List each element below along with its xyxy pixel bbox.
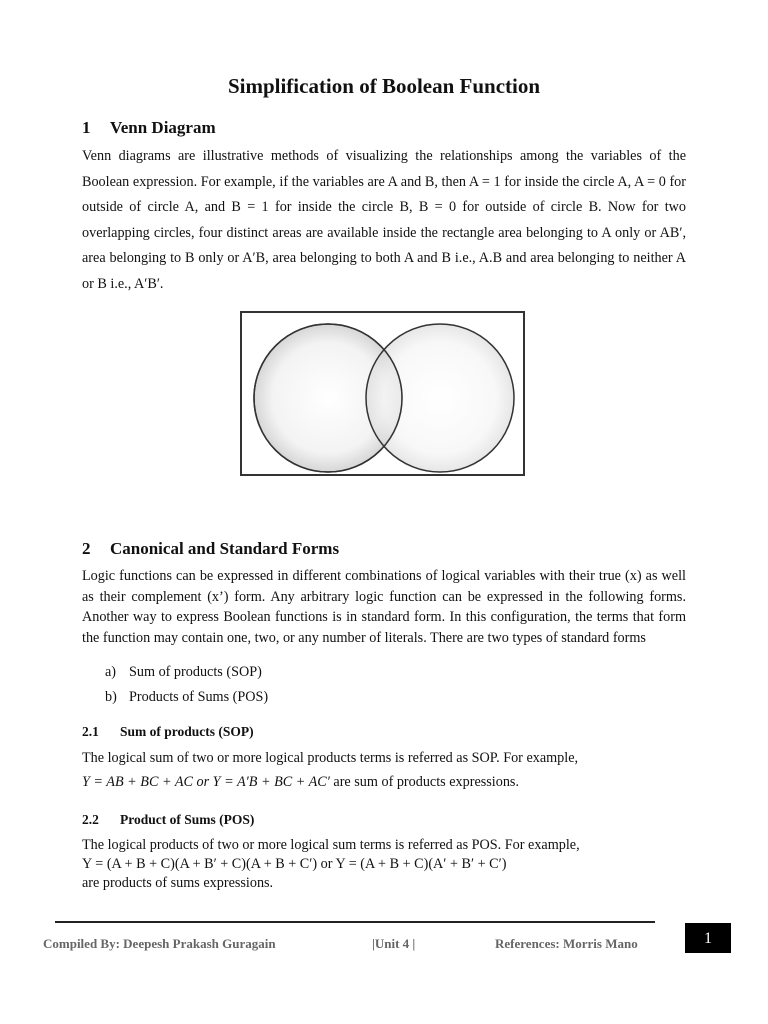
pos-line-3: are products of sums expressions.: [82, 875, 274, 891]
document-title: Simplification of Boolean Function: [227, 74, 541, 98]
list-item: [105, 664, 268, 689]
subsection-title: Sum of products (SOP): [120, 724, 254, 739]
section-number: 1: [82, 118, 91, 137]
section-heading-venn: [82, 118, 216, 138]
pos-line-1: The logical products of two or more logical sum terms is referred as POS. For example,: [82, 837, 580, 853]
circle-b: [366, 324, 514, 472]
footer-compiled-by: Compiled By: Deepesh Prakash Guragain: [43, 936, 276, 951]
section-number: 2: [82, 539, 91, 558]
list-item-label: b): [105, 689, 117, 705]
section-title: Canonical and Standard Forms: [110, 539, 340, 558]
standard-forms-list: [105, 664, 268, 714]
section-title: Venn Diagram: [110, 118, 216, 137]
section-heading-canonical: [82, 539, 339, 559]
sop-expression: Y = AB + BC + AC or Y = A′B + BC + AC′: [82, 774, 330, 790]
venn-diagram-figure: [240, 311, 525, 476]
subsection-heading-sop: [82, 724, 254, 740]
subsection-number: 2.2: [82, 812, 99, 827]
page-number-badge: 1: [685, 923, 731, 953]
list-item: [105, 689, 268, 714]
sop-line-2-suffix: are sum of products expressions.: [329, 774, 519, 790]
sop-paragraph: [82, 746, 686, 794]
sop-line-2: [82, 770, 686, 794]
list-item-text: Sum of products (SOP): [129, 664, 262, 680]
footer-unit: |Unit 4 |: [372, 936, 416, 951]
subsection-title: Product of Sums (POS): [120, 812, 255, 827]
sop-line-1: The logical sum of two or more logical products terms is referred as SOP. For example,: [82, 750, 579, 766]
footer-divider: [55, 921, 655, 923]
list-item-text: Products of Sums (POS): [129, 689, 269, 705]
venn-paragraph: Venn diagrams are illustrative methods of visualizing the relationships among the variables of the Boolean expression. For example, if the variables are A and B, then A = 1 for inside the circle A, A = 0 for outside of circle A, and B = 1 for inside the circle B, B = 0 for outside of circle B. Now for two overlapping circles, four distinct areas are available inside the rectangle area belonging to A only or AB′, area belonging to B only or A′B, area belonging to both A and B i.e., A.B and area belonging to neither A or B i.e., A′B′.: [82, 148, 686, 292]
venn-diagram: [242, 313, 523, 474]
pos-line-2: Y = (A + B + C)(A + B′ + C)(A + B + C′) or Y = (A + B + C)(A′ + B′ + C′): [82, 856, 507, 872]
footer-references: References: Morris Mano: [495, 936, 638, 951]
pos-paragraph: [82, 836, 686, 893]
canonical-paragraph: Logic functions can be expressed in different combinations of logical variables with their true (x) as well as their complement (x’) form. Any arbitrary logic function can be expressed in the following forms. Another way to express Boolean functions is in standard form. In this configuration, the terms that form the function may contain one, two, or any number of literals. There are two types of standard forms: [82, 568, 686, 646]
list-item-label: a): [105, 664, 117, 680]
subsection-heading-pos: [82, 812, 254, 828]
subsection-number: 2.1: [82, 724, 99, 739]
